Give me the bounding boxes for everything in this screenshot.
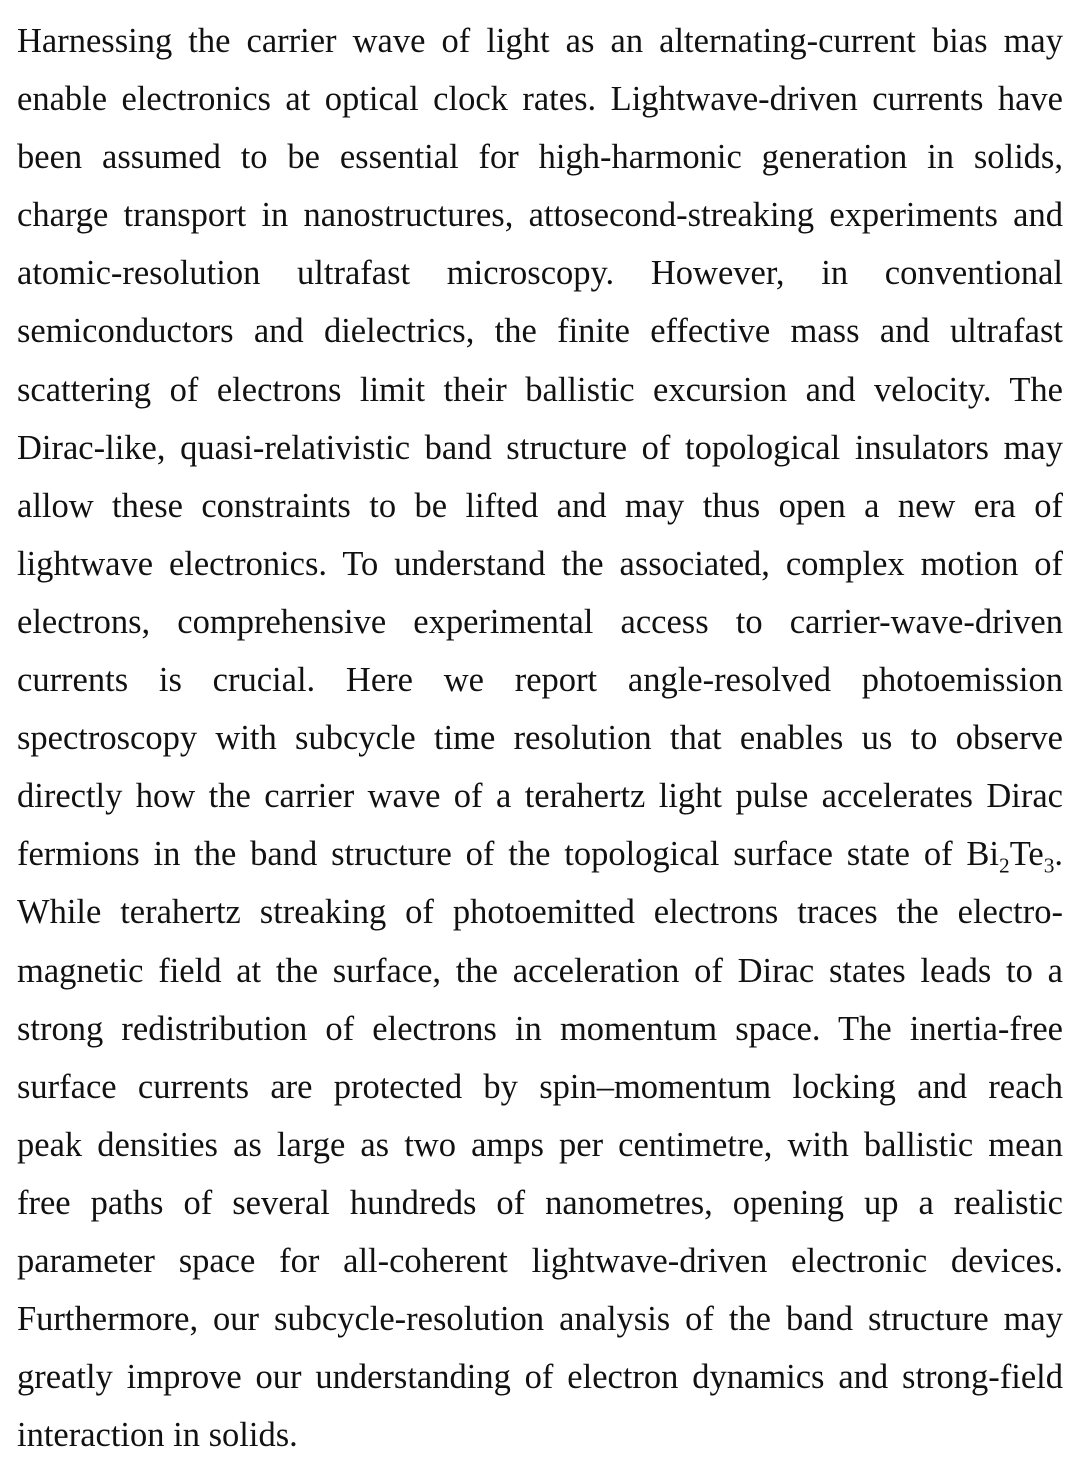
abstract-line-6: semiconductors and dielectrics, the finite effective mass and ultrafast (17, 312, 1063, 351)
abstract-line-9: allow these constraints to be lifted and may thus open a new era of (17, 486, 1063, 525)
abstract-line-5: atomic-resolution ultrafast microscopy. However, in conventional (17, 254, 1063, 293)
abstract-line-11: electrons, comprehensive experimental access to carrier-wave-driven (17, 602, 1063, 641)
abstract-paragraph (17, 12, 1063, 1464)
abstract-line-15 (17, 825, 1063, 883)
subscript-3: 3 (1043, 853, 1055, 878)
abstract-line-8: Dirac-like, quasi-relativistic band structure of topological insulators may (17, 428, 1063, 467)
abstract-line-25: interaction in solids. (17, 1416, 298, 1455)
abstract-line-3: been assumed to be essential for high-harmonic generation in solids, (17, 138, 1063, 177)
abstract-line-10: lightwave electronics. To understand the associated, complex motion of (17, 544, 1063, 583)
abstract-line-12: currents is crucial. Here we report angle-resolved photoemission (17, 661, 1063, 700)
abstract-line-2: enable electronics at optical clock rates. Lightwave-driven currents have (17, 80, 1063, 119)
abstract-line-22: parameter space for all-coherent lightwave-driven electronic devices. (17, 1241, 1063, 1280)
abstract-line-24: greatly improve our understanding of electron dynamics and strong-field (17, 1358, 1063, 1397)
abstract-line-17: magnetic field at the surface, the acceleration of Dirac states leads to a (17, 951, 1063, 990)
abstract-line-18: strong redistribution of electrons in momentum space. The inertia-free (17, 1009, 1063, 1048)
abstract-line-16: While terahertz streaking of photoemitted electrons traces the electro- (17, 893, 1063, 932)
abstract-line-13: spectroscopy with subcycle time resolution that enables us to observe (17, 719, 1063, 758)
subscript-2: 2 (999, 853, 1010, 878)
abstract-line-7: scattering of electrons limit their ballistic excursion and velocity. The (17, 370, 1063, 409)
abstract-line-23: Furthermore, our subcycle-resolution analysis of the band structure may (17, 1300, 1063, 1339)
line-15-text: fermions in the band structure of the topological surface state of Bi (17, 835, 1000, 874)
abstract-line-21: free paths of several hundreds of nanometres, opening up a realistic (17, 1183, 1063, 1222)
line-15-period: . (1054, 835, 1063, 874)
abstract-line-1: Harnessing the carrier wave of light as an alternating-current bias may (17, 22, 1063, 60)
chemical-te: Te (1009, 835, 1044, 874)
abstract-line-19: surface currents are protected by spin–momentum locking and reach (17, 1067, 1063, 1106)
abstract-line-4: charge transport in nanostructures, attosecond-streaking experiments and (17, 196, 1063, 235)
abstract-line-20: peak densities as large as two amps per centimetre, with ballistic mean (17, 1125, 1063, 1164)
abstract-line-14: directly how the carrier wave of a terahertz light pulse accelerates Dirac (17, 777, 1063, 816)
